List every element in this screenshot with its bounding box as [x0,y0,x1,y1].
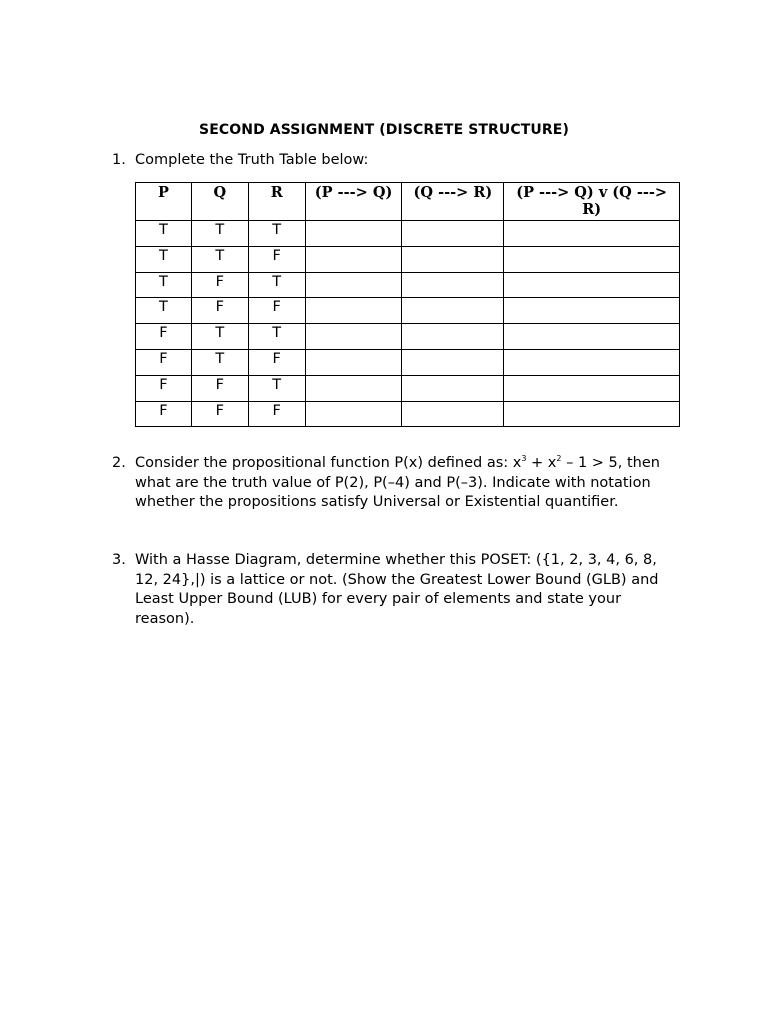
question-number: 3. [112,552,126,568]
question-2 [112,454,682,513]
question-1 [112,151,682,171]
table-row [136,221,680,247]
question-text: Complete the Truth Table below: [135,152,369,168]
cell-p: T [136,298,192,324]
cell-q: F [191,375,248,401]
cell-disjunction[interactable] [504,375,680,401]
cell-p: T [136,272,192,298]
cell-p: F [136,349,192,375]
cell-q: T [191,324,248,350]
cell-p-implies-q[interactable] [305,298,402,324]
cell-q-implies-r[interactable] [402,272,504,298]
assignment-title: SECOND ASSIGNMENT (DISCRETE STRUCTURE) [199,122,569,138]
question-text [135,454,682,513]
cell-p-implies-q[interactable] [305,349,402,375]
question-text-part: + x [526,455,557,471]
table-row [136,246,680,272]
header-p-implies-q: (P ---> Q) [305,183,402,221]
header-q: Q [191,183,248,221]
cell-disjunction[interactable] [504,298,680,324]
cell-q: T [191,246,248,272]
superscript-2: 2 [556,454,562,463]
cell-disjunction[interactable] [504,246,680,272]
cell-p-implies-q[interactable] [305,375,402,401]
header-disjunction: (P ---> Q) v (Q ---> R) [504,183,680,221]
cell-q: T [191,349,248,375]
cell-r: F [248,401,305,427]
table-row [136,375,680,401]
cell-q-implies-r[interactable] [402,324,504,350]
question-3 [112,551,682,629]
cell-q: F [191,272,248,298]
cell-p-implies-q[interactable] [305,324,402,350]
cell-p: F [136,375,192,401]
superscript-3: 3 [521,454,527,463]
cell-disjunction[interactable] [504,324,680,350]
cell-r: T [248,324,305,350]
cell-p: T [136,221,192,247]
truth-table [135,182,680,427]
cell-disjunction[interactable] [504,349,680,375]
cell-p-implies-q[interactable] [305,272,402,298]
question-text-part: Consider the propositional function P(x) defined as: x [135,455,522,471]
cell-q: F [191,401,248,427]
header-q-implies-r: (Q ---> R) [402,183,504,221]
cell-q-implies-r[interactable] [402,298,504,324]
cell-q-implies-r[interactable] [402,401,504,427]
question-text-part: – 1 > 5, then what are the truth value of P(2), P(–4) and P(–3). Indicate with notation whether the propositions satisfy Universal or Existential quantifier. [135,455,660,511]
cell-p-implies-q[interactable] [305,246,402,272]
cell-p-implies-q[interactable] [305,401,402,427]
table-row [136,401,680,427]
question-text: With a Hasse Diagram, determine whether this POSET: ({1, 2, 3, 4, 6, 8, 12, 24},|) is a lattice or not. (Show the Greatest Lower Bound (GLB) and Least Upper Bound (LUB) for every pair of elements and state your reason). [135,552,659,627]
table-row [136,349,680,375]
cell-r: T [248,375,305,401]
cell-q-implies-r[interactable] [402,221,504,247]
cell-r: F [248,349,305,375]
cell-p-implies-q[interactable] [305,221,402,247]
header-p: P [136,183,192,221]
cell-p: F [136,401,192,427]
question-number: 1. [112,152,126,168]
cell-disjunction[interactable] [504,272,680,298]
cell-q-implies-r[interactable] [402,349,504,375]
cell-q: F [191,298,248,324]
cell-q: T [191,221,248,247]
cell-disjunction[interactable] [504,401,680,427]
cell-r: T [248,272,305,298]
cell-r: F [248,298,305,324]
cell-disjunction[interactable] [504,221,680,247]
header-r: R [248,183,305,221]
truth-table-header-row [136,183,680,221]
question-number: 2. [112,455,126,471]
table-row [136,272,680,298]
cell-r: F [248,246,305,272]
cell-q-implies-r[interactable] [402,375,504,401]
cell-q-implies-r[interactable] [402,246,504,272]
cell-p: F [136,324,192,350]
cell-r: T [248,221,305,247]
table-row [136,298,680,324]
cell-p: T [136,246,192,272]
table-row [136,324,680,350]
